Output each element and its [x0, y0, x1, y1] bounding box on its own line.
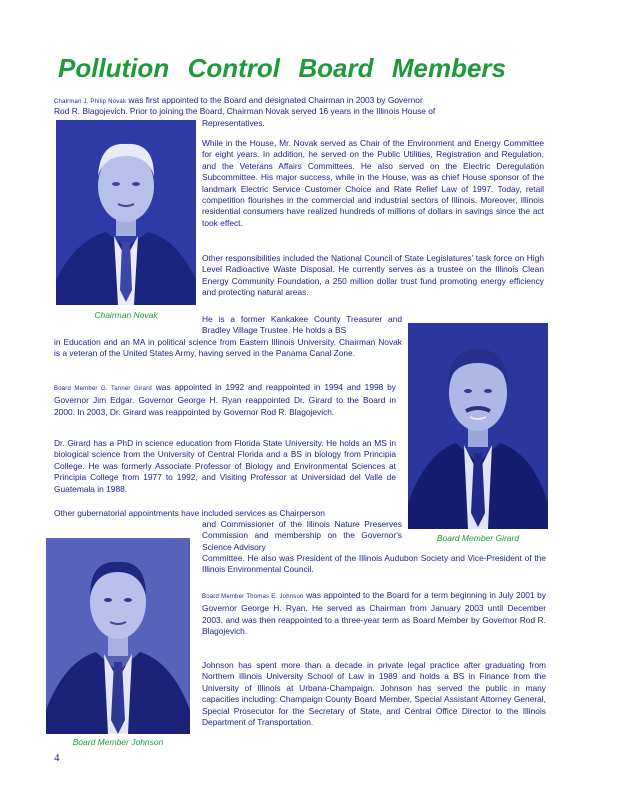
- novak-paragraph-4-cont: in Education and an MA in political science from Eastern Illinois University. Chairman Novak is a veteran of the United States Army, having served in the Panama Canal Zone.: [54, 337, 402, 359]
- girard-paragraph-3: Other gubernatorial appointments have included services as Chairperson: [54, 508, 325, 518]
- novak-photo: [56, 120, 196, 305]
- novak-paragraph-4: He is a former Kankakee County Treasurer and Bradley Village Trustee. He holds a BS: [202, 314, 402, 336]
- title-word: Pollution: [58, 53, 170, 83]
- johnson-paragraph-1: Board Member Thomas E. Johnson was appointed to the Board for a term beginning in July 2001 by Governor George H. Ryan. He served as Chairman from January 2003 until December 2003, and was then reappointed to a three-year term as Board Member by Governor Rod R. Blagojevich.: [202, 590, 546, 637]
- page-number: 4: [54, 752, 60, 764]
- girard-caption: Board Member Girard: [436, 533, 520, 543]
- novak-intro: Chairman J. Philip Novak was first appointed to the Board and designated Chairman in 2003 by Governor: [54, 95, 423, 105]
- portrait-image: [408, 323, 548, 529]
- novak-caption: Chairman Novak: [94, 310, 158, 320]
- girard-paragraph-3-end: Committee. He also was President of the Illinois Audubon Society and Vice-President of the Illinois Environmental Council.: [202, 553, 546, 575]
- portrait-image: [46, 538, 190, 734]
- novak-paragraph-3: Other responsibilities included the National Council of State Legislatures' task force on High Level Radioactive Waste Disposal. He currently serves as a trustee on the Illinois Clean Energy Community Foundation, a 250 million dollar trust fund promoting energy efficiency and protecting natural areas.: [202, 253, 544, 298]
- johnson-photo: [46, 538, 190, 734]
- girard-paragraph-3-cont: and Commissioner of the Illinois Nature Preserves Commission and membership on the Governor's Science Advisory: [202, 519, 402, 552]
- johnson-paragraph-2: Johnson has spent more than a decade in private legal practice after graduating from Northern Illinois University School of Law in 1989 and holds a BS in Finance from the University of Illinois at Urbana-Champaign. Johnson has served the public in many capacities including: Champaign County Board Member, Special Assistant Attorney General, Special Prosecutor for the Secretary of State, and Central Office Director to the Illinois Department of Transportation.: [202, 660, 546, 728]
- title-word: Control: [187, 53, 280, 83]
- girard-paragraph-1: Board Member G. Tanner Girard was appointed in 1992 and reappointed in 1994 and 1998 by Governor Jim Edgar. Governor George H. Ryan reappointed Dr. Girard to the Board in 2000. In 2003, Dr. Girard was reappointed by Governor Rod R. Blagojevich.: [54, 382, 396, 417]
- johnson-caption: Board Member Johnson: [72, 737, 164, 747]
- girard-lead: Board Member G. Tanner Girard: [54, 386, 152, 392]
- portrait-image: [56, 120, 196, 305]
- title-word: Members: [391, 53, 506, 83]
- girard-paragraph-2: Dr. Girard has a PhD in science education from Florida State University. He holds an MS in biological science from the University of Central Florida and a BS in biology from Principia College. He was formerly Associate Professor of Biology and Environmental Sciences at Principia College from 1977 to 1992, and Visiting Professor at Universidad del Valle de Guatemala in 1988.: [54, 438, 396, 494]
- novak-lead: Chairman J. Philip Novak: [54, 99, 127, 105]
- novak-intro-line3: Representatives.: [202, 118, 265, 128]
- johnson-lead: Board Member Thomas E. Johnson: [202, 594, 304, 600]
- novak-intro-line2: Rod R. Blagojevich. Prior to joining the Board, Chairman Novak served 16 years in the Illinois House of: [54, 106, 436, 116]
- page-title: [58, 52, 506, 84]
- girard-photo: [408, 323, 548, 529]
- novak-paragraph-2: While in the House, Mr. Novak served as Chair of the Environment and Energy Committee for eight years. In addition, he served on the Public Utilities, Registration and Regulation, and the Veterans Affairs Committees. He also served on the Electric Deregulation Subcommittee. His major success, while in the House, was as chief House sponsor of the landmark Electric Service Customer Choice and Rate Relief Law of 1997. Today, retail competition flourishes in the commercial and industrial sectors of Illinois. Moreover, Illinois residential consumers have realized hundreds of millions of dollars in savings since the act took effect.: [202, 138, 544, 228]
- title-word: Board: [298, 53, 374, 83]
